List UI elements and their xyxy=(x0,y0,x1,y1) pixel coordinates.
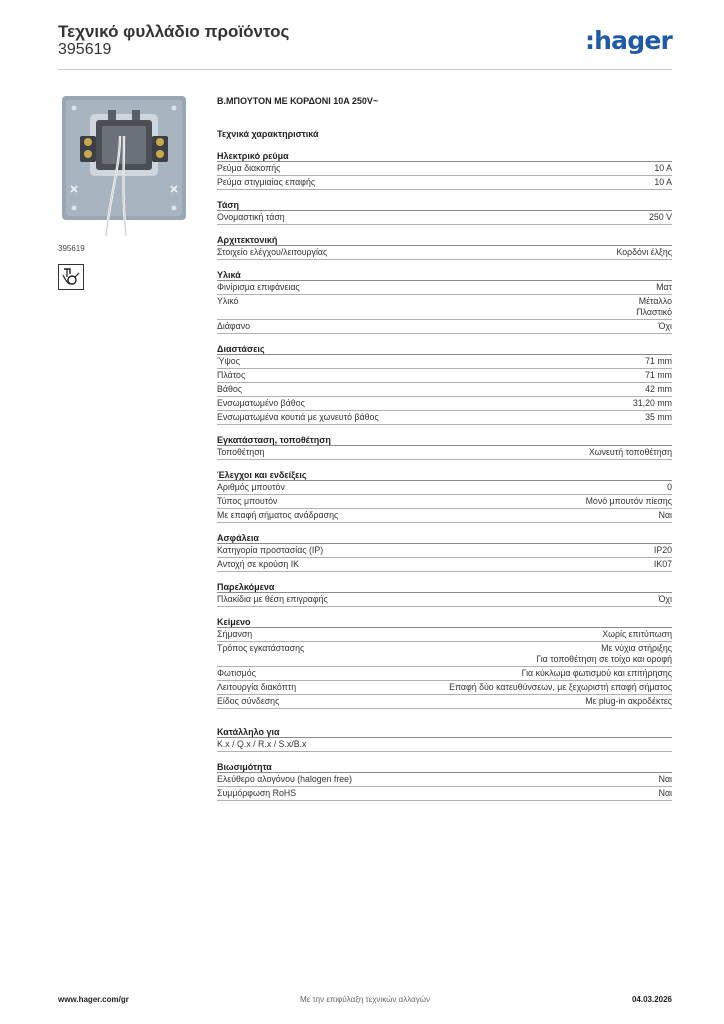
spec-value: 42 mm xyxy=(645,384,672,394)
spec-value: Ναι xyxy=(658,510,672,520)
spec-key: Ρεύμα διακοπής xyxy=(217,163,281,173)
spec-key: Στοιχείο ελέγχου/λειτουργίας xyxy=(217,247,328,257)
spec-value: 71 mm xyxy=(645,370,672,380)
hager-logo: :hager xyxy=(584,26,672,55)
product-image xyxy=(62,96,186,240)
spec-value: IP20 xyxy=(653,545,672,555)
spec-key: Βάθος xyxy=(217,384,242,394)
spec-section xyxy=(217,266,672,334)
spec-row xyxy=(217,246,672,260)
section-title: Υλικά xyxy=(217,266,672,281)
spec-key: Με επαφή σήματος ανάδρασης xyxy=(217,510,339,520)
spec-row xyxy=(217,628,672,642)
spec-key: Κατηγορία προστασίας (IP) xyxy=(217,545,324,555)
spec-section xyxy=(217,196,672,225)
spec-row xyxy=(217,495,672,509)
spec-row xyxy=(217,681,672,695)
spec-key: Αντοχή σε κρούση IK xyxy=(217,559,300,569)
technical-specs-label: Τεχνικά χαρακτηριστικά xyxy=(217,129,319,139)
spec-row xyxy=(217,738,672,752)
spec-row xyxy=(217,369,672,383)
footer-note: Με την επιφύλαξη τεχνικών αλλαγών xyxy=(300,995,430,1004)
spec-value: 71 mm xyxy=(645,356,672,366)
spec-key: Είδος σύνδεσης xyxy=(217,696,280,706)
spec-row xyxy=(217,667,672,681)
product-number: 395619 xyxy=(58,41,112,58)
spec-row xyxy=(217,509,672,523)
spec-section xyxy=(217,723,672,752)
footer-website[interactable]: www.hager.com/gr xyxy=(58,995,129,1004)
spec-key: Συμμόρφωση RoHS xyxy=(217,788,297,798)
section-title: Διαστάσεις xyxy=(217,340,672,355)
product-name: Β.ΜΠΟΥΤΟΝ ΜΕ ΚΟΡΔΟΝΙ 10A 250V~ xyxy=(217,96,379,106)
spec-value: Μονό μπουτόν πίεσης xyxy=(585,496,672,506)
spec-section xyxy=(217,529,672,572)
pull-cord-icon-graphic xyxy=(59,265,83,289)
footer-date: 04.03.2026 xyxy=(631,995,672,1004)
spec-section xyxy=(217,340,672,425)
spec-row xyxy=(217,558,672,572)
document-title: Τεχνικό φυλλάδιο προϊόντος xyxy=(58,22,290,41)
spec-sections xyxy=(217,147,672,801)
section-title: Ηλεκτρικό ρεύμα xyxy=(217,147,672,162)
spec-row xyxy=(217,383,672,397)
spec-key: Υλικό xyxy=(217,296,239,306)
spec-row xyxy=(217,544,672,558)
spec-row xyxy=(217,446,672,460)
spec-row xyxy=(217,593,672,607)
spec-row xyxy=(217,787,672,801)
spec-value: Ναι xyxy=(658,788,672,798)
section-title: Ασφάλεια xyxy=(217,529,672,544)
section-title: Παρελκόμενα xyxy=(217,578,672,593)
spec-key: Σήμανση xyxy=(217,629,253,639)
pull-cord-switch-image xyxy=(62,96,186,240)
spec-value: Για κύκλωμα φωτισμού και επιτήρησης xyxy=(521,668,672,678)
spec-row xyxy=(217,695,672,709)
spec-row xyxy=(217,773,672,787)
spec-value: Χωρίς επιτύπωση xyxy=(602,629,672,639)
spec-row xyxy=(217,411,672,425)
spec-value: Όχι xyxy=(658,321,672,331)
spec-key: Τοποθέτηση xyxy=(217,447,265,457)
spec-value: 10 A xyxy=(654,163,672,173)
spec-row xyxy=(217,162,672,176)
spec-value: Με plug-in ακροδέκτες xyxy=(585,696,672,706)
spec-row xyxy=(217,642,672,667)
spec-value: 0 xyxy=(667,482,672,492)
spec-value: Ματ xyxy=(656,282,672,292)
spec-row xyxy=(217,295,672,320)
spec-value: Ναι xyxy=(658,774,672,784)
spec-value: 10 A xyxy=(654,177,672,187)
spec-key: Τύπος μπουτόν xyxy=(217,496,278,506)
section-title: Βιωσιμότητα xyxy=(217,758,672,773)
section-title: Κείμενο xyxy=(217,613,672,628)
spec-section xyxy=(217,147,672,190)
spec-section xyxy=(217,758,672,801)
spec-value: 31,20 mm xyxy=(632,398,672,408)
spec-key: Ενσωματωμένα κουτιά με χωνευτό βάθος xyxy=(217,412,379,422)
spec-row xyxy=(217,281,672,295)
spec-row xyxy=(217,355,672,369)
section-title: Εγκατάσταση, τοποθέτηση xyxy=(217,431,672,446)
spec-row xyxy=(217,397,672,411)
spec-value: 35 mm xyxy=(645,412,672,422)
sidebar-reference: 395619 xyxy=(58,244,85,253)
page-header xyxy=(58,20,672,70)
section-title: Τάση xyxy=(217,196,672,211)
spec-row xyxy=(217,481,672,495)
spec-value: IK07 xyxy=(653,559,672,569)
spec-key: K.x / Q.x / R.x / S.x/B.x xyxy=(217,739,307,749)
spec-key: Ρεύμα στιγμιαίας επαφής xyxy=(217,177,316,187)
spec-key: Φωτισμός xyxy=(217,668,256,678)
spec-key: Λειτουργία διακόπτη xyxy=(217,682,297,692)
section-title: Έλεγχοι και ενδείξεις xyxy=(217,466,672,481)
spec-section xyxy=(217,613,672,709)
section-title: Αρχιτεκτονική xyxy=(217,231,672,246)
spec-value: Όχι xyxy=(658,594,672,604)
section-title: Κατάλληλο για xyxy=(217,723,672,738)
spec-section xyxy=(217,231,672,260)
spec-key: Ονομαστική τάση xyxy=(217,212,285,222)
spec-key: Ενσωματωμένο βάθος xyxy=(217,398,305,408)
spec-value: Κορδόνι έλξης xyxy=(616,247,672,257)
spec-section xyxy=(217,431,672,460)
spec-row xyxy=(217,176,672,190)
spec-section xyxy=(217,466,672,523)
specification-content xyxy=(217,96,672,807)
spec-value: Επαφή δύο κατευθύνσεων, με ξεχωριστή επαφή σήματος xyxy=(449,682,672,692)
spec-key: Τρόπος εγκατάστασης xyxy=(217,643,305,653)
spec-key: Πλάτος xyxy=(217,370,246,380)
spec-key: Πλακίδια με θέση επιγραφής xyxy=(217,594,328,604)
spec-key: Αριθμός μπουτόν xyxy=(217,482,285,492)
pull-cord-icon xyxy=(58,264,84,290)
spec-key: Φινίρισμα επιφάνειας xyxy=(217,282,300,292)
spec-key: Ύψος xyxy=(217,356,240,366)
spec-value: Χωνευτή τοποθέτηση xyxy=(588,447,672,457)
spec-row xyxy=(217,320,672,334)
spec-value: Μέταλλο Πλαστικό xyxy=(636,296,672,317)
spec-key: Διάφανο xyxy=(217,321,250,331)
spec-row xyxy=(217,211,672,225)
spec-value: Με νύχια στήριξης Για τοποθέτηση σε τοίχο και οροφή xyxy=(536,643,672,664)
spec-value: 250 V xyxy=(649,212,672,222)
spec-section xyxy=(217,578,672,607)
spec-key: Ελεύθερο αλογόνου (halogen free) xyxy=(217,774,353,784)
